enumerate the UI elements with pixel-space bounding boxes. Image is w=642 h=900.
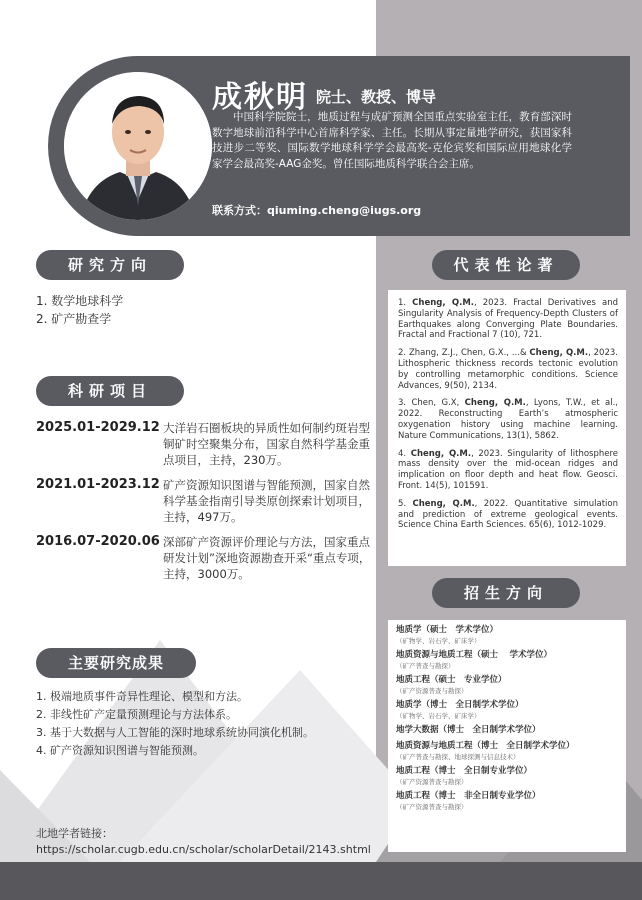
- enrollment-item: 地学大数据（博士 全日制学术学位）: [396, 725, 541, 735]
- scholar-link-label: 北地学者链接：: [36, 827, 113, 840]
- enrollment-item: 地质工程（硕士 专业学位） （矿产资源普查与勘探）: [396, 675, 507, 695]
- papers-heading: 代表性论著: [432, 250, 580, 280]
- scholar-link-url[interactable]: https://scholar.cugb.edu.cn/scholar/scholarDetail/2143.shtml: [36, 843, 371, 856]
- research-list: [36, 292, 123, 328]
- achievement-item: 1. 极端地质事件奇异性理论、模型和方法。: [36, 690, 248, 703]
- research-item: 2. 矿产勘查学: [36, 312, 112, 326]
- achievements-list: [36, 688, 314, 760]
- portrait-photo: [64, 72, 212, 220]
- paper-entry: 3. Chen, G.X, Cheng, Q.M., Lyons, T.W., et al., 2022. Reconstructing Earth’s atmospheric oxygenation history using machine learning. Nature Communications, 13(1), 5862.: [398, 398, 618, 441]
- research-item: 1. 数学地球科学: [36, 294, 124, 308]
- footer-band: [0, 862, 642, 900]
- paper-entry: 5. Cheng, Q.M., 2022. Quantitative simulation and prediction of extreme geological events. Science China Earth Sciences. 65(6), 1012-1029.: [398, 498, 618, 531]
- enrollment-heading: 招生方向: [432, 578, 580, 608]
- project-desc: 深部矿产资源评价理论与方法，国家重点研发计划”深地资源勘查开采“重点专项，主持，3000万。: [163, 535, 371, 581]
- paper-entry: 2. Zhang, Z.J., Chen, G.X., ...& Cheng, Q.M., 2023. Lithospheric thickness records tectonic evolution by controlling metamorphic conditions. Science Advances, 9(50), 2134.: [398, 348, 618, 391]
- paper-entry: 1. Cheng, Q.M., 2023. Fractal Derivatives and Singularity Analysis of Frequency-Depth Clusters of Earthquakes along Converging Plate Boundaries. Fractal and Fractional 7 (10), 721.: [398, 298, 618, 341]
- achievement-item: 4. 矿产资源知识图谱与智能预测。: [36, 744, 204, 757]
- contact-label: 联系方式：: [212, 204, 267, 217]
- contact-line: [212, 202, 421, 218]
- project-desc: 矿产资源知识图谱与智能预测，国家自然科学基金指南引导类原创探索计划项目，主持，497万。: [163, 478, 370, 524]
- project-date: 2016.07-2020.06: [36, 534, 160, 549]
- project-date: 2025.01-2029.12: [36, 420, 160, 435]
- person-name: 成秋明: [212, 80, 308, 115]
- papers-panel: [388, 290, 626, 566]
- enrollment-panel: [388, 620, 626, 852]
- achievement-item: 2. 非线性矿产定量预测理论与方法体系。: [36, 708, 237, 721]
- enrollment-item: 地质资源与地质工程（硕士 学术学位） （矿产普查与勘探）: [396, 650, 552, 670]
- research-heading: 研究方向: [36, 250, 184, 280]
- scholar-link-block: [36, 826, 371, 858]
- achievements-heading: 主要研究成果: [36, 648, 196, 678]
- enrollment-item: 地质资源与地质工程（博士 全日制学术学位） （矿产普查与勘探、地球探测与信息技术）: [396, 741, 575, 761]
- enrollment-item: 地质学（博士 全日制学术学位） （矿物学、岩石学、矿床学）: [396, 700, 524, 720]
- person-bio: 中国科学院院士，地质过程与成矿预测全国重点实验室主任，教育部深时数字地球前沿科学中心首席科学家、主任。长期从事定量地学研究，获国家科技进步二等奖、国际数学地球科学学会最高奖-克伦宾奖和国际应用地球化学家学会最高奖-AAG金奖。曾任国际地质科学联合会主席。: [212, 111, 572, 170]
- project-date: 2021.01-2023.12: [36, 477, 160, 492]
- enrollment-item: 地质学（硕士 学术学位） （矿物学、岩石学、矿床学）: [396, 625, 499, 645]
- project-desc: 大洋岩石圈板块的异质性如何制约斑岩型铜矿时空聚集分布，国家自然科学基金重点项目，主持，230万。: [163, 421, 370, 467]
- enrollment-item: 地质工程（博士 非全日制专业学位） （矿产资源普查与勘探）: [396, 791, 541, 811]
- achievement-item: 3. 基于大数据与人工智能的深时地球系统协同演化机制。: [36, 726, 314, 739]
- person-titles: 院士、教授、博导: [316, 88, 437, 106]
- projects-heading: 科研项目: [36, 376, 184, 406]
- enrollment-item: 地质工程（博士 全日制专业学位） （矿产资源普查与勘探）: [396, 766, 533, 786]
- paper-entry: 4. Cheng, Q.M., 2023. Singularity of lithosphere mass density over the mid-ocean ridges and implication on floor depth and heat flow. Geosci. Front. 14(5), 101591.: [398, 448, 619, 491]
- contact-email[interactable]: qiuming.cheng@iugs.org: [267, 204, 422, 217]
